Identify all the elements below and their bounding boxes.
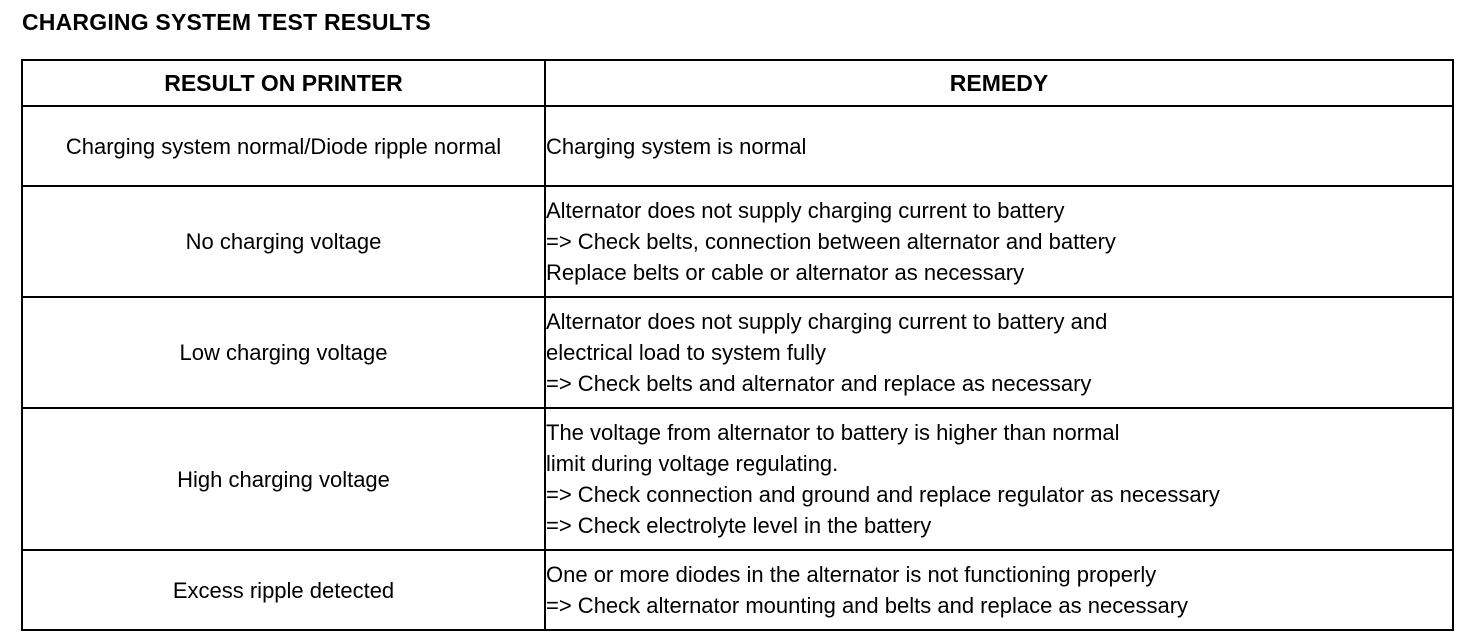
table-row [22,106,1453,186]
remedy-line: One or more diodes in the alternator is not functioning properly [546,562,1157,587]
result-column-header: RESULT ON PRINTER [22,60,545,106]
remedy-line: electrical load to system fully [546,340,826,365]
remedy-line: => Check electrolyte level in the battery [546,513,932,538]
remedy-line: Alternator does not supply charging current to battery and [546,309,1108,334]
remedy-line: Charging system is normal [546,133,807,159]
page-title: CHARGING SYSTEM TEST RESULTS [22,9,431,35]
table-row [22,550,1453,630]
remedy-line: limit during voltage regulating. [546,451,839,476]
remedy-line: Alternator does not supply charging current to battery [546,198,1065,223]
table-row [22,297,1453,408]
remedy-cell [545,297,1453,408]
result-cell: Charging system normal/Diode ripple normal [22,106,545,186]
result-cell: Excess ripple detected [22,550,545,630]
remedy-line: Replace belts or cable or alternator as necessary [546,260,1025,285]
table-row [22,408,1453,550]
remedy-line: => Check alternator mounting and belts and replace as necessary [546,593,1189,618]
remedy-cell [545,186,1453,297]
result-cell: Low charging voltage [22,297,545,408]
remedy-line: => Check connection and ground and replace regulator as necessary [546,482,1220,507]
result-cell: High charging voltage [22,408,545,550]
remedy-line: The voltage from alternator to battery is higher than normal [546,420,1120,445]
remedy-cell [545,408,1453,550]
remedy-column-header: REMEDY [545,60,1453,106]
remedy-cell [545,550,1453,630]
results-table [21,59,1454,631]
remedy-cell [545,106,1453,186]
remedy-line: => Check belts, connection between alternator and battery [546,229,1116,254]
table-row [22,186,1453,297]
remedy-line: => Check belts and alternator and replace as necessary [546,371,1092,396]
result-cell: No charging voltage [22,186,545,297]
table-header-row [22,60,1453,106]
